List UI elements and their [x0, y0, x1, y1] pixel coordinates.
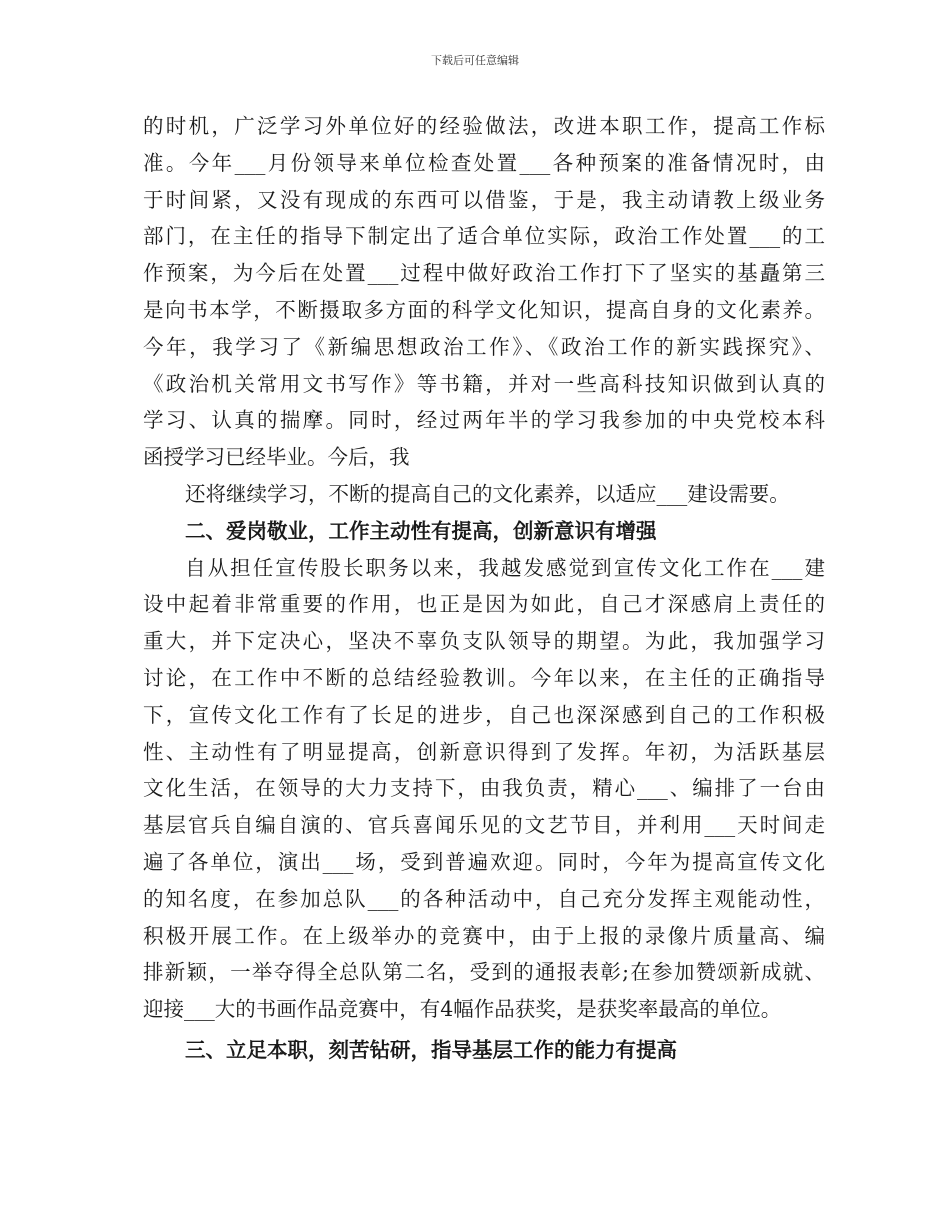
text-line: 《政治机关常用文书写作》等书籍，并对一些高科技知识做到认真的 [143, 371, 825, 396]
text-line: 今年，我学习了《新编思想政治工作》、《政治工作的新实践探究》、 [143, 334, 825, 359]
text-line: 讨论，在工作中不断的总结经验教训。今年以来，在主任的正确指导 [143, 665, 825, 690]
paragraph-2: 还将继续学习，不断的提高自己的文化素养，以适应___建设需要。 [185, 481, 790, 506]
text-line: 的时机，广泛学习外单位好的经验做法，改进本职工作，提高工作标 [143, 114, 825, 138]
section-heading-3: 三、立足本职，刻苦钻研，指导基层工作的能力有提高 [185, 1037, 677, 1062]
paragraph-3 [143, 550, 825, 1028]
section-heading-2: 二、爱岗敬业，工作主动性有提高，创新意识有增强 [185, 518, 657, 543]
text-line: 重大，并下定决心，坚决不辜负支队领导的期望。为此，我加强学习 [143, 629, 825, 654]
text-line: 积极开展工作。在上级举办的竞赛中，由于上报的录像片质量高、编 [143, 923, 825, 948]
text-line: 遍了各单位，演出___场，受到普遍欢迎。同时，今年为提高宣传文化 [143, 849, 825, 874]
text-line: 性、主动性有了明显提高，创新意识得到了发挥。年初，为活跃基层 [143, 739, 825, 764]
text-line: 下，宣传文化工作有了长足的进步，自己也深深感到自己的工作积极 [143, 702, 825, 727]
text-line: 排新颖，一举夺得全总队第二名，受到的通报表彰;在参加赞颂新成就、 [143, 960, 825, 985]
paragraph-1 [143, 108, 825, 476]
text-line: 是向书本学，不断摄取多方面的科学文化知识，提高自身的文化素养。 [143, 297, 825, 322]
text-line: 自从担任宣传股长职务以来，我越发感觉到宣传文化工作在___建 [185, 555, 825, 580]
text-line: 部门，在主任的指导下制定出了适合单位实际，政治工作处置___的工 [143, 224, 825, 249]
text-line: 准。今年___月份领导来单位检查处置___各种预案的准备情况时，由 [143, 150, 825, 175]
text-line: 文化生活，在领导的大力支持下，由我负责，精心___、编排了一台由 [143, 776, 825, 801]
text-line: 基层官兵自编自演的、官兵喜闻乐见的文艺节目，并利用___天时间走 [143, 813, 825, 838]
text-line: 函授学习已经毕业。今后，我 [143, 445, 410, 470]
document-body [143, 108, 825, 1069]
text-line: 学习、认真的揣摩。同时，经过两年半的学习我参加的中央党校本科 [143, 408, 825, 433]
text-line: 设中起着非常重要的作用，也正是因为如此，自己才深感肩上责任的 [143, 592, 825, 617]
text-line: 作预案，为今后在处置___过程中做好政治工作打下了坚实的基矗第三 [143, 261, 825, 286]
text-line: 的知名度，在参加总队___的各种活动中，自己充分发挥主观能动性， [143, 886, 825, 911]
text-line: 迎接___大的书画作品竞赛中，有4幅作品获奖，是获奖率最高的单位。 [143, 997, 782, 1022]
page-header: 下载后可任意编辑 [431, 54, 519, 67]
text-line: 于时间紧，又没有现成的东西可以借鉴，于是，我主动请教上级业务 [143, 187, 825, 212]
